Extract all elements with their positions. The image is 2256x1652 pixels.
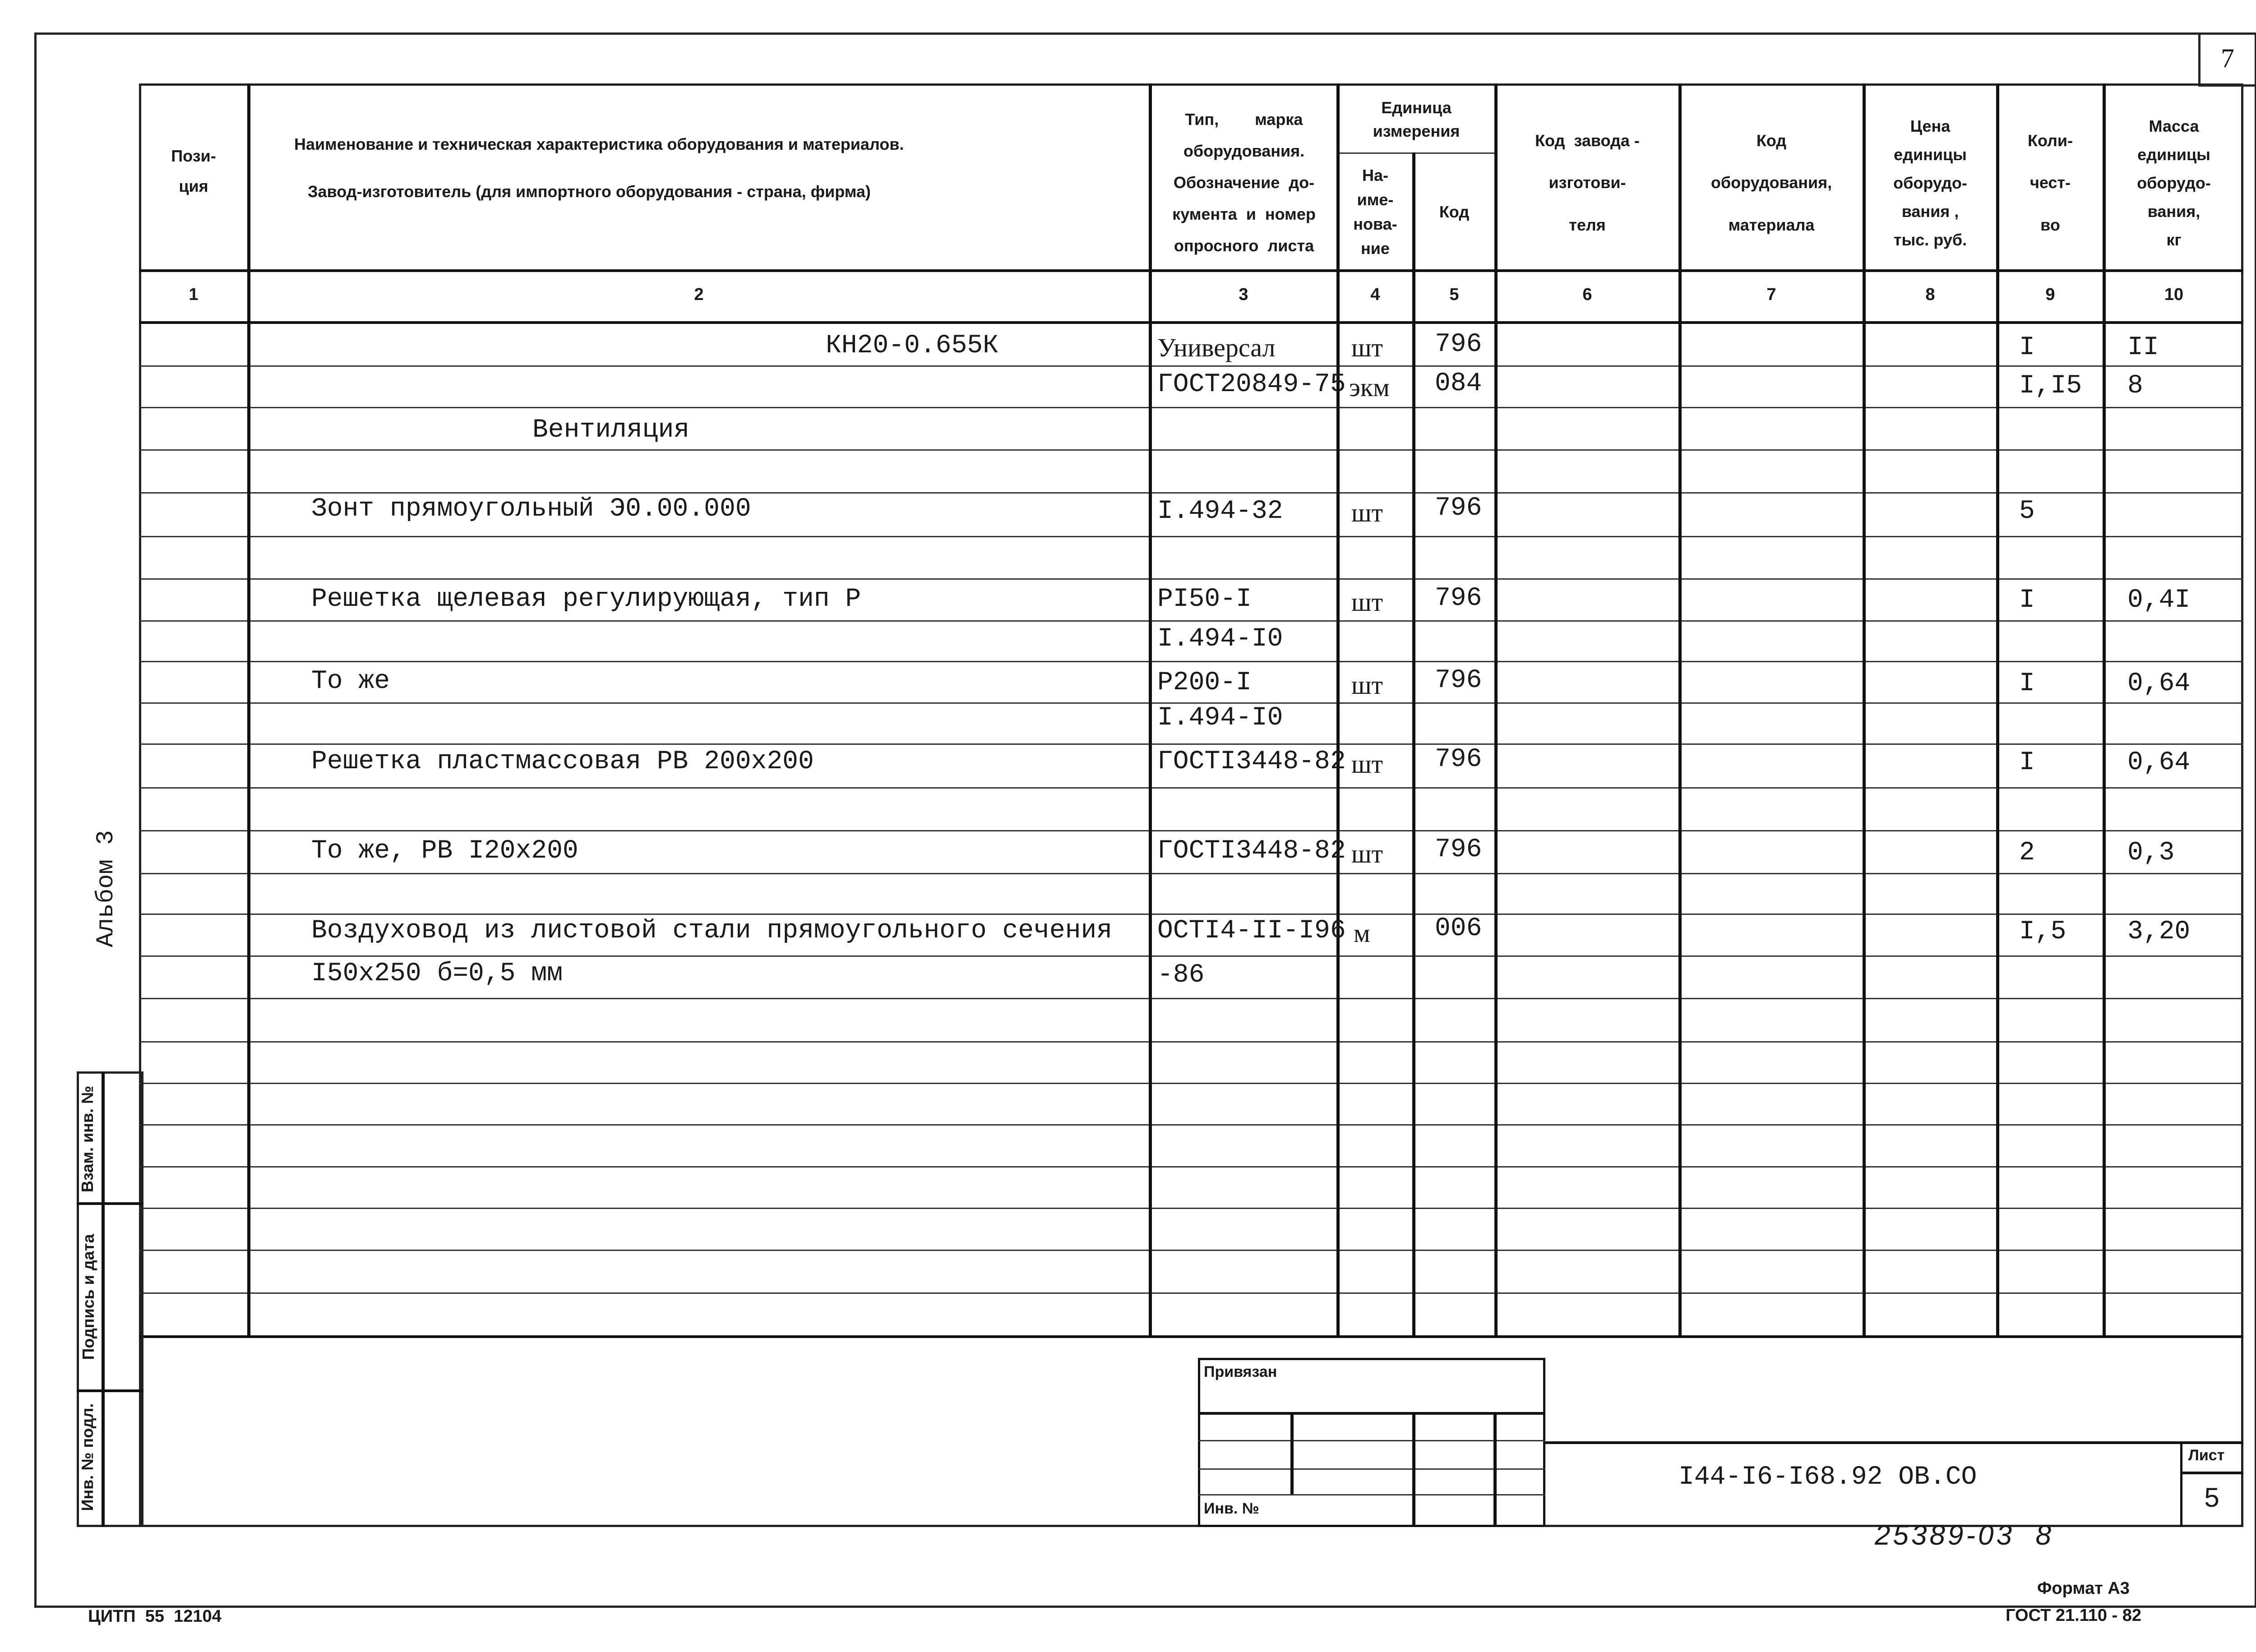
title-block-line (1545, 1441, 2243, 1444)
sheet-label: Лист (2188, 1447, 2225, 1464)
header-col4: На- име- нова- ние (1353, 166, 1397, 258)
row-qty: 2 (2019, 838, 2035, 868)
col-divider (1336, 83, 1340, 1337)
row-line (139, 1292, 2243, 1294)
row-line (139, 787, 2243, 789)
row-mass: 0,64 (2127, 748, 2191, 777)
stamp-inv-label: Инв. № (1204, 1500, 1259, 1517)
row-line (139, 365, 2243, 367)
side-strip-divider (102, 1071, 105, 1527)
row-line (139, 1083, 2243, 1084)
stamp-divider (1493, 1412, 1497, 1527)
row-unit: м (1354, 918, 1370, 948)
row-name: То же (311, 667, 390, 696)
unit-subheader-line (1336, 152, 1494, 154)
header-col6: Код завода - изготови- теля (1535, 131, 1640, 234)
row-code: 796 (1435, 584, 1482, 613)
header-col7: Код оборудования, материала (1710, 131, 1832, 234)
row-name: То же, РВ I20х200 (311, 836, 578, 866)
colnum: 3 (1239, 285, 1248, 304)
row-name: I50х250 б=0,5 мм (311, 959, 563, 988)
row-unit: шт (1351, 749, 1383, 779)
row-line (139, 578, 2243, 580)
row-line (139, 536, 2243, 537)
row-name: Решетка щелевая регулирующая, тип Р (311, 585, 861, 614)
row-code: 084 (1435, 369, 1482, 398)
col-divider (1412, 152, 1415, 1337)
header-col2-line1: Наименование и техническая характеристика оборудования и материалов. (294, 134, 904, 153)
col-divider (1863, 83, 1866, 1337)
side-label-album: Альбом 3 (92, 830, 120, 947)
header-units-group: Единица измерения (1373, 98, 1460, 140)
colnum: 10 (2164, 285, 2184, 304)
row-type: I.494-I0 (1157, 624, 1283, 654)
side-label-vzam: Взам. инв. № (78, 1085, 97, 1193)
row-type: ОСТI4-II-I96 (1157, 916, 1346, 946)
row-unit: шт (1351, 587, 1383, 617)
header-col3: Тип, марка оборудования. Обозначение до- кумента и номер опросного листа (1172, 110, 1316, 255)
row-line (139, 407, 2243, 408)
colnum: 7 (1766, 285, 1776, 304)
stamp-privyazan-label: Привязан (1204, 1363, 1277, 1380)
row-unit: экм (1349, 373, 1390, 402)
row-line (139, 830, 2243, 831)
row-code: 796 (1435, 835, 1482, 864)
footer-format: Формат А3 (2037, 1579, 2130, 1598)
row-type: P200-I (1157, 668, 1252, 697)
colnum: 2 (694, 285, 704, 304)
row-line (139, 955, 2243, 957)
row-qty: I,5 (2019, 917, 2066, 946)
row-line (139, 449, 2243, 451)
row-line (139, 998, 2243, 999)
handwritten-number: 25389-03 8 (1875, 1520, 2054, 1551)
header-col8: Цена единицы оборудо- вания , тыс. руб. (1893, 116, 1967, 249)
col-divider (1149, 83, 1152, 1337)
header-col10: Масса единицы оборудо- вания, кг (2137, 116, 2211, 249)
row-line (139, 873, 2243, 874)
row-qty: I (2019, 748, 2035, 777)
row-line (139, 661, 2243, 662)
colnum: 5 (1449, 285, 1459, 304)
row-line (139, 1208, 2243, 1209)
row-name: Решетка пластмассовая РВ 200х200 (311, 747, 814, 776)
colnum: 6 (1582, 285, 1592, 304)
section-title: Вентиляция (532, 415, 690, 445)
footer-publisher: ЦИТП 55 12104 (88, 1607, 222, 1626)
side-strip-line (77, 1202, 143, 1205)
header-col2-line2: Завод-изготовитель (для импортного оборудования - страна, фирма) (308, 182, 871, 201)
sheet-box-line (2180, 1472, 2243, 1474)
row-name: КН20-0.655К (826, 331, 999, 360)
colnum: 4 (1370, 285, 1380, 304)
row-mass: 0,64 (2127, 669, 2191, 698)
header-divider (139, 269, 2243, 272)
col-divider (247, 83, 250, 1337)
side-label-podpis: Подпись и дата (79, 1234, 97, 1360)
row-unit: шт (1351, 498, 1383, 527)
row-qty: I,I5 (2019, 371, 2082, 401)
row-line (139, 1166, 2243, 1167)
row-mass: 8 (2127, 371, 2143, 401)
colnum: 9 (2045, 285, 2055, 304)
row-line (139, 914, 2243, 915)
header-col9: Коли- чест- во (2027, 131, 2073, 234)
row-type: ГОСТ20849-75 (1157, 370, 1346, 399)
row-code: 796 (1435, 330, 1482, 359)
row-type: I.494-I0 (1157, 703, 1283, 733)
col-divider (1678, 83, 1682, 1337)
stamp-divider (1412, 1412, 1415, 1527)
row-line (139, 492, 2243, 494)
row-line (139, 1041, 2243, 1043)
row-line (139, 1250, 2243, 1251)
row-name: Зонт прямоугольный Э0.00.000 (311, 494, 751, 524)
row-mass: 0,4I (2127, 586, 2191, 615)
row-qty: I (2019, 586, 2035, 615)
row-code: 006 (1435, 914, 1482, 943)
row-code: 796 (1435, 666, 1482, 695)
row-line (139, 1124, 2243, 1126)
side-label-inv-podl: Инв. № подл. (78, 1403, 97, 1511)
row-code: 796 (1435, 494, 1482, 523)
colnum-divider (139, 321, 2243, 324)
header-col1: Пози- ция (171, 147, 216, 195)
header-col5: Код (1439, 202, 1470, 221)
row-type: -86 (1157, 960, 1205, 990)
row-type: ГОСТI3448-82 (1157, 836, 1346, 866)
row-type: I.494-32 (1157, 497, 1283, 526)
row-qty: 5 (2019, 497, 2035, 526)
page-number: 7 (2221, 43, 2234, 73)
row-line (139, 743, 2243, 745)
colnum: 8 (1925, 285, 1935, 304)
col-divider (1494, 83, 1498, 1337)
sheet-number: 5 (2204, 1482, 2219, 1513)
row-mass: 3,20 (2127, 917, 2191, 946)
document-designation: I44-I6-I68.92 ОВ.СО (1678, 1463, 1977, 1492)
col-divider (1996, 83, 1999, 1337)
row-type: Универсал (1157, 333, 1276, 362)
colnum: 1 (189, 285, 199, 304)
row-unit: шт (1351, 839, 1383, 868)
row-mass: II (2127, 333, 2159, 362)
row-line (139, 620, 2243, 622)
row-code: 796 (1435, 745, 1482, 774)
row-name: Воздуховод из листовой стали прямоугольного сечения (311, 916, 1113, 946)
row-mass: 0,3 (2127, 838, 2175, 868)
row-unit: шт (1351, 670, 1383, 700)
row-qty: I (2019, 333, 2035, 362)
table-body-bottom (139, 1335, 2243, 1338)
footer-gost: ГОСТ 21.110 - 82 (2006, 1606, 2142, 1625)
stamp-divider (1290, 1412, 1294, 1494)
row-unit: шт (1351, 333, 1383, 362)
col-divider (2103, 83, 2106, 1337)
row-type: ГОСТI3448-82 (1157, 747, 1346, 776)
row-type: PI50-I (1157, 585, 1252, 614)
row-qty: I (2019, 669, 2035, 698)
